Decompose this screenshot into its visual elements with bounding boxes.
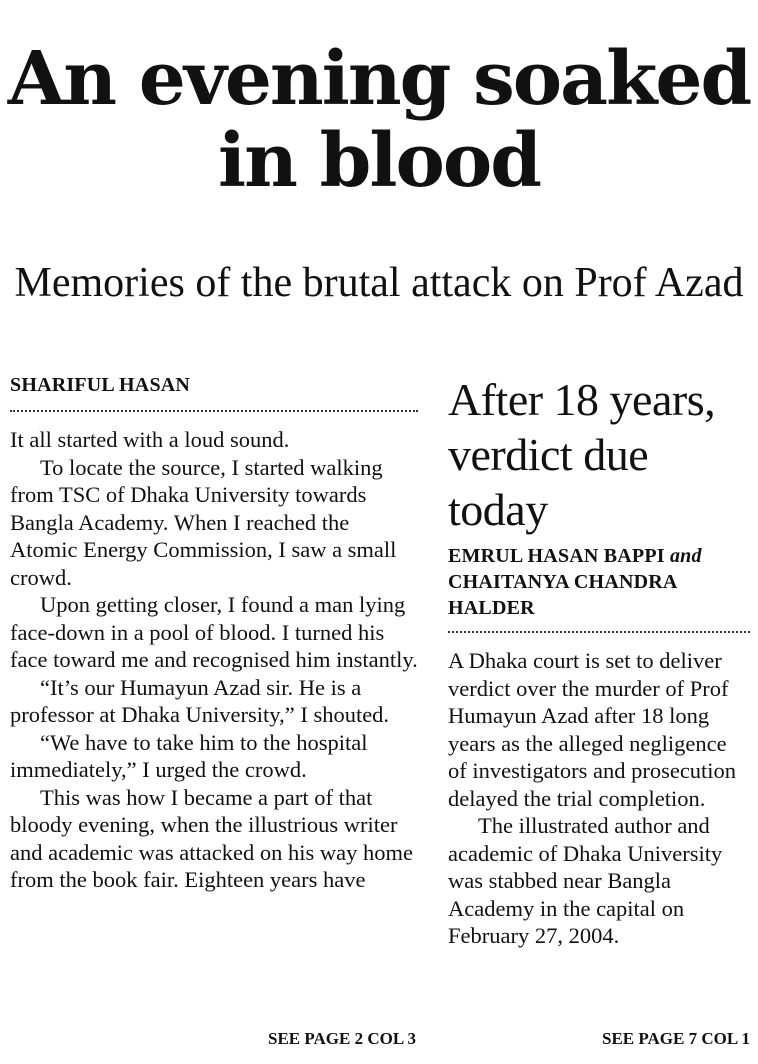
paragraph: It all started with a loud sound. [10, 427, 290, 452]
byline-conjunction: and [669, 545, 702, 567]
paragraph: “We have to take him to the hospital immediately,” I urged the crowd. [10, 729, 368, 782]
main-jump-line: SEE PAGE 2 COL 3 [268, 1029, 416, 1048]
paragraph: The illustrated author and academic of Dhaka University was stabbed near Bangla Academy in the capital on February 27, 2004. [448, 813, 723, 948]
side-byline [448, 543, 750, 621]
byline-divider [448, 631, 750, 633]
byline-author: EMRUL HASAN BAPPI [448, 545, 665, 567]
side-headline: After 18 years, verdict due today [448, 374, 716, 535]
paragraph: A Dhaka court is set to deliver verdict over the murder of Prof Humayun Azad after 18 long years as the alleged negligence of investigators and prosecution delayed the trial completion. [448, 648, 737, 811]
main-byline: SHARIFUL HASAN [10, 374, 191, 396]
paragraph: This was how I became a part of that bloody evening, when the illustrious writer and academic was attacked on his way home from the book fair. Eighteen years have [10, 784, 413, 892]
main-story-body [10, 426, 418, 894]
paragraph: To locate the source, I started walking from TSC of Dhaka University towards Bangla Academy. When I reached the Atomic Energy Commission, I saw a small crowd. [10, 454, 397, 590]
main-headline: An evening soaked in blood [7, 36, 751, 204]
side-story-column [448, 372, 750, 950]
main-story-column [10, 372, 418, 894]
byline-author: CHAITANYA CHANDRA HALDER [448, 571, 677, 619]
paragraph: “It’s our Humayun Azad sir. He is a professor at Dhaka University,” I shouted. [10, 674, 390, 727]
side-jump-line: SEE PAGE 7 COL 1 [602, 1029, 750, 1048]
side-story-body [448, 647, 750, 950]
byline-divider [10, 410, 418, 412]
paragraph: Upon getting closer, I found a man lying face-down in a pool of blood. I turned his face toward me and recognised him instantly. [10, 592, 418, 672]
main-subheadline: Memories of the brutal attack on Prof Azad [14, 260, 744, 306]
